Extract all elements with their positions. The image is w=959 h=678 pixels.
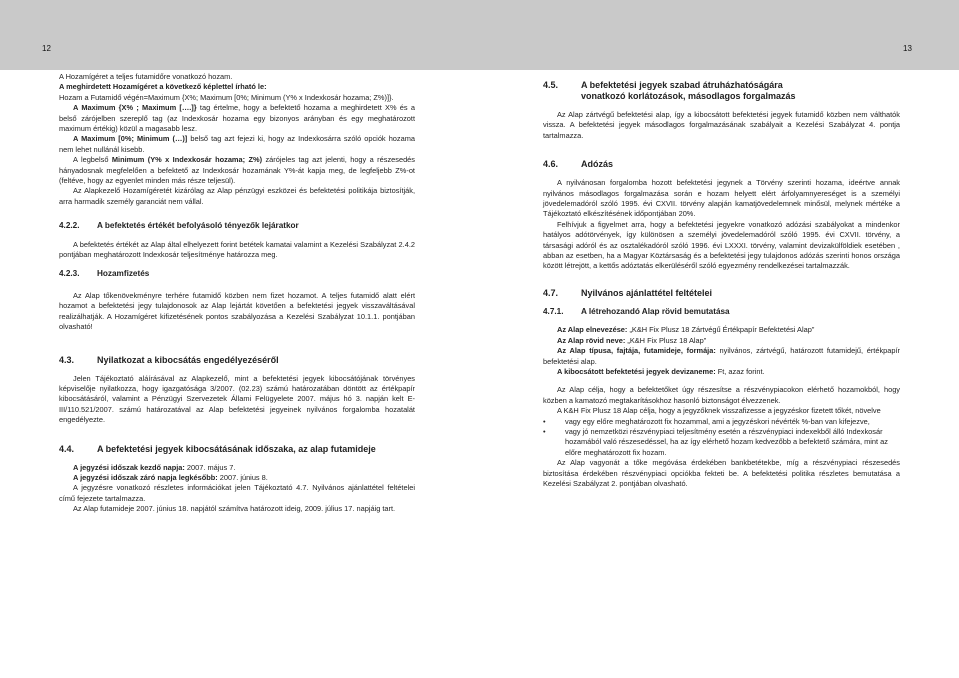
list-item: • vagy egy előre meghatározott fix hozammal, ami a jegyzéskori névérték %-ban van kifejezve, [543,417,900,427]
paragraph: A Hozamígéret a teljes futamidőre vonatkozó hozam. [59,72,233,81]
paragraph: Az Alap vagyonát a tőke megóvása érdekében bankbetétekbe, míg a részvénypiaci részesedés biztosítása érdekében részvénypiaci opciókba fekteti be. A befektetési politika részletes bemutatása a Kezelési Szabályzat 2. pontjában olvasható. [543,458,900,488]
text: 2007. május 7. [184,462,236,472]
paragraph: A befektetés értékét az Alap által elhelyezett forint betétek kamatai valamint a Kezelési Szabályzat 2.4.2 pontjában meghatározott Indexkosár teljesítménye határozza meg. [59,239,415,260]
bold-term: A kibocsátott befektetési jegyek devizaneme: [557,366,716,376]
section-number: 4.3. [59,354,75,365]
bold-term: Az Alap rövid neve: [557,335,626,345]
section-number: 4.7.1. [543,306,564,316]
text: belső tag azt fejezi ki, hogy az Indexkosárra szóló opciók hozama nem lehet nullánál kisebb. [59,134,415,154]
section-number: 4.2.2. [59,221,80,231]
text: „K&H Fix Plusz 18 Zártvégű Értékpapír Befektetési Alap” [627,325,815,335]
text: tag értelme, hogy a befektető hozama a meghirdetett X% és a belső zárójelben szereplő tag (az Indexkosár hozama egy bizonyos arányban és egy meghatározott maximum értékig) közül a magasabb lesz. [59,103,415,134]
paragraph [543,346,900,367]
bullet-list [543,417,900,459]
section-heading [543,159,900,170]
top-band [0,0,959,70]
section-heading [543,307,900,317]
paragraph: Felhívjuk a figyelmet arra, hogy a befektetési jegyekre vonatkozó adózási szabályokat a mindenkor hatályos adótörvények, így különösen a személyi jövedelemadóról szóló 1995. évi CXVII. törvény, a társasági adóról és az osztalékadóról szóló 1996. évi LXXXI. törvény, valamint devizakülföldiek esetében , abban az esetben, ha a Magyar Köztársaság és a befektetési jegy tulajdonos adózás szerinti honos országa között létrejött, a kettős adóztatás elkerüléséről szóló egyezmény rendelkezései tartalmazzák. [543,219,900,271]
paragraph [59,463,415,473]
section-title: Nyilvános ajánlattétel feltételei [581,287,713,298]
bold-term: A Maximum [0%; Minimum (…)] [73,134,188,144]
paragraph: A meghirdetett Hozamígéret a következő képlettel írható le: [59,82,267,92]
paragraph [543,325,900,335]
paragraph: A K&H Fix Plusz 18 Alap célja, hogy a jegyzőknek visszafizesse a jegyzéskor fizetett tőkét, növelve [557,406,881,416]
bold-term: A jegyzési időszak záró napja legkésőbb: [73,472,218,482]
right-page [543,80,900,489]
paragraph: Jelen Tájékoztató aláírásával az Alapkezelő, mint a befektetési jegyek kibocsátójának törvényes képviselője nyilatkozza, hogy igazgatósága 3/2007. (02.23) számú határozatában döntött az értékpapír kibocsátásáról, valamint a Pénzügyi Szervezetek Állami Felügyelete 2007. május hó 3. napján kelt E-III/110.521/2007. számú határozatával az Alap befektetési jegyeinek nyilvános forgalomba hozatalát engedélyezte. [59,373,415,425]
title-line: A befektetési jegyek szabad átruházhatóságára [581,80,783,90]
bold-term: Minimum (Y% x Indexkosár hozama; Z%) [111,155,263,165]
section-title: Hozamfizetés [97,268,150,278]
section-heading [59,269,415,279]
paragraph: A nyilvánosan forgalomba hozott befektetési jegynek a Törvény szerinti hozama, ideértve annak nyilvános másodlagos forgalmazása során e hozam helyett elért árfolyamnyereséget is a személyi jövedelemadóról szóló 1995. évi CXVII. törvény alapján kamatjövedelemnek minősül, melynek mértéke a Tájékoztató elkészítésének időpontjában 20%. [543,178,900,219]
list-item: • vagy jó nemzetközi részvénypiaci teljesítmény esetén a részvénypiaci indexekből álló Indexkosár hozamából való részesedéssel, ha az így elérhető hozam kedvezőbb a befektető számára, mint az előre meghatározott fix hozam. [543,427,900,458]
bold-term: A Maximum {X% ; Maximum [….]} [73,103,197,113]
paragraph [543,367,900,377]
section-number: 4.2.3. [59,268,80,278]
text: 2007. június 8. [217,472,268,482]
section-title: Adózás [581,159,614,170]
paragraph: Az Alap célja, hogy a befektetőket úgy részesítse a részvénypiacokon elérhető hozamokból, hogy közben a kamatozó megtakarításokhoz hasonló biztonságot élvezzenek. [543,385,900,405]
formula: Hozam a Futamidő végén=Maximum {X%; Maximum [0%; Minimum (Y% x Indexkosár hozama; Z%)]}. [59,92,394,102]
paragraph [59,134,415,155]
paragraph: Az Alapkezelő Hozamígéretét kizárólag az Alap pénzügyi eszközei és befektetési politikája biztosítják, arra harmadik személy garanciát nem vállal. [59,186,415,206]
section-title: A létrehozandó Alap rövid bemutatása [581,306,730,316]
section-heading [59,444,415,455]
paragraph [59,473,415,483]
section-heading [543,80,900,102]
section-number: 4.4. [59,443,75,454]
bold-term: Az Alap elnevezése: [557,325,628,335]
section-number: 4.6. [543,159,559,170]
section-heading [59,221,415,231]
section-number: 4.5. [543,80,559,90]
paragraph: Az Alap zártvégű befektetési alap, így a kibocsátott befektetési jegyek futamidő közben nem válthatók vissza. A befektetési jegyek másodlagos forgalmazásának szabályait a Kezelési Szabályzat 4. pontja tartalmazza. [543,110,900,140]
section-number: 4.7. [543,287,559,298]
text: zárójeles tag azt jelenti, hogy a részesedés hányadosnak megfelelően a befektető az Indexkosár hozamának Y%-át kapja meg, de legfeljebb Z%-ot (feltéve, hogy az egyenlet minden más része teljesül). [59,155,415,186]
paragraph: Az Alap futamideje 2007. június 18. napjától számítva határozott ideig, 2009. július 17. napjáig tart. [73,504,396,514]
bold-term: Az Alap típusa, fajtája, futamideje, formája: [557,346,716,356]
text: Ft, azaz forint. [715,366,765,376]
section-title: Nyilatkozat a kibocsátás engedélyezéséről [97,354,279,365]
section-heading [543,288,900,299]
paragraph: A jegyzésre vonatkozó részletes információkat jelen Tájékoztató 4.7. Nyilvános ajánlattétel feltételei című fejezete tartalmazza. [59,483,415,503]
paragraph [59,103,415,134]
paragraph [59,155,415,186]
section-title: A befektetési jegyek kibocsátásának időszaka, az alap futamideje [97,443,376,454]
text: „K&H Fix Plusz 18 Alap” [625,335,707,345]
section-title: A befektetés értékét befolyásoló tényezők lejáratkor [97,221,299,231]
section-title [581,80,796,102]
page-number-left: 12 [42,44,51,53]
left-page [59,72,415,515]
paragraph: Az Alap tőkenövekményre terhére futamidő közben nem fizet hozamot. A teljes futamidő alatt elért hozamot a befektetési jegy tulajdonosok az Alap lejártát követően a befektetési jegyek visszaváltásával realizálhatják. A Hozamígéret kifizetésének pontos szabályozása a Kezelési Szabályzat 10.1.1. pontjában olvasható! [59,290,415,332]
text: A legbelső [73,155,112,165]
title-line: vonatkozó korlátozások, másodlagos forgalmazás [581,91,796,101]
page-number-right: 13 [903,44,912,53]
section-heading [59,355,415,366]
text: nyilvános, zártvégű, határozott futamidejű, értékpapír befektetési alap. [543,346,900,366]
bold-term: A jegyzési időszak kezdő napja: [73,462,185,472]
paragraph [543,336,900,346]
